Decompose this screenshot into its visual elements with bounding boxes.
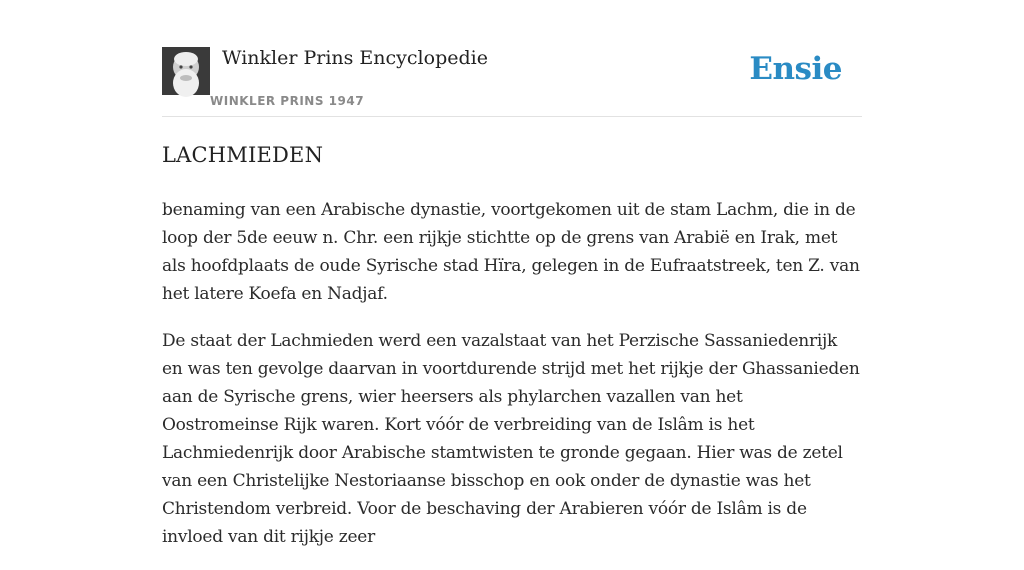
article-title: LACHMIEDEN xyxy=(162,143,324,167)
portrait-image xyxy=(162,47,210,95)
site-title[interactable]: Winkler Prins Encyclopedie xyxy=(222,47,488,69)
site-subtitle[interactable]: WINKLER PRINS 1947 xyxy=(210,94,365,108)
article-paragraph: benaming van een Arabische dynastie, voortgekomen uit de stam Lachm, die in de loop der 5de eeuw n. Chr. een rijkje stichtte op de grens van Arabië en Irak, met als hoofdplaats de oude Syrische stad Hïra, gelegen in de Eufraatstreek, ten Z. van het latere Koefa en Nadjaf. xyxy=(162,200,860,304)
article-paragraph: De staat der Lachmieden werd een vazalstaat van het Perzische Sassaniedenrijk en was ten gevolge daarvan in voortdurende strijd met het rijkje der Ghassanieden aan de Syrische grens, wier heersers als phylarchen vazallen van het Oostromeinse Rijk waren. Kort vóór de verbreiding van de Islâm is het Lachmiedenrijk door Arabische stamtwisten te gronde gegaan. Hier was de zetel van een Christelijke Nestoriaanse bisschop en ook onder de dynastie was het Christendom verbreid. Voor de beschaving der Arabieren vóór de Islâm is de invloed van dit rijkje zeer xyxy=(162,331,860,547)
brand-logo[interactable]: Ensie xyxy=(749,51,842,87)
site-header xyxy=(162,0,862,117)
article xyxy=(162,138,862,570)
author-avatar[interactable] xyxy=(162,47,210,95)
